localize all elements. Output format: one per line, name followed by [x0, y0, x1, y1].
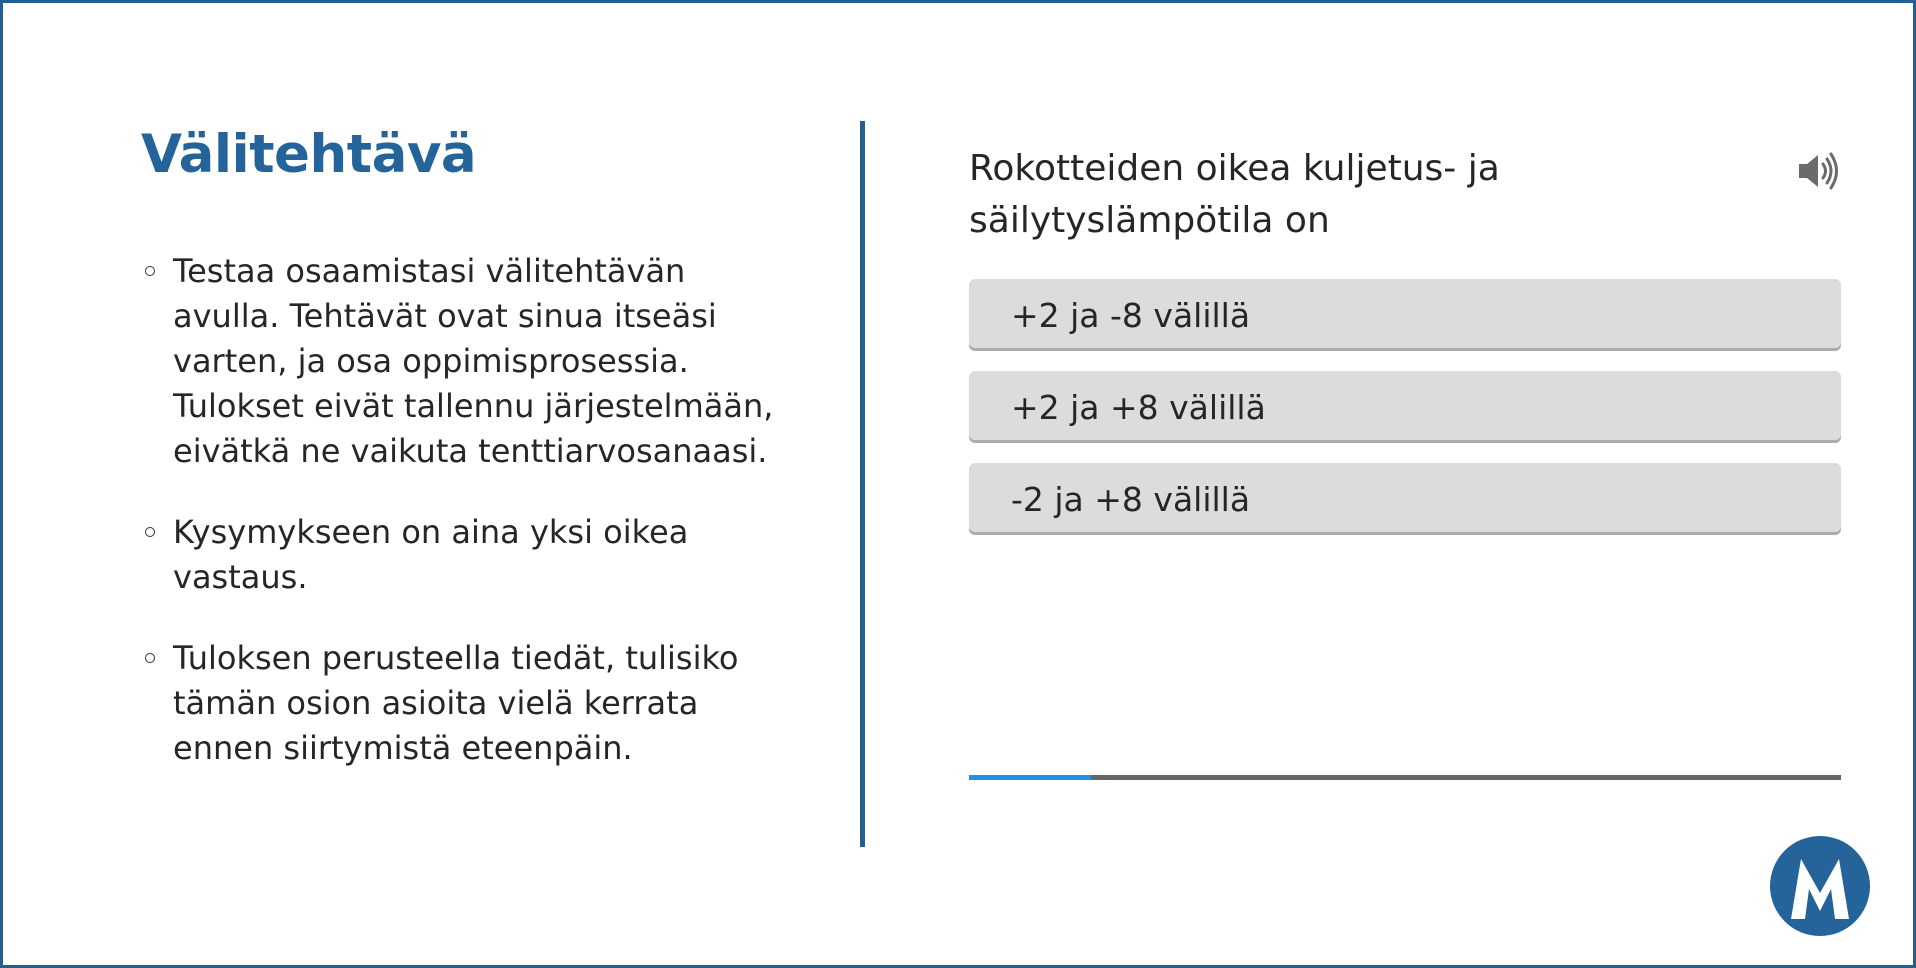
bullet-circle-icon [145, 527, 155, 537]
quiz-panel [969, 143, 1841, 555]
answer-option-label: +2 ja +8 välillä [1011, 387, 1266, 427]
instruction-item [141, 249, 801, 474]
m-logo-icon [1769, 835, 1871, 937]
quiz-progress-bar [969, 775, 1841, 780]
instructions-panel [141, 123, 801, 807]
instruction-text: Tuloksen perusteella tiedät, tulisiko tämän osion asioita vielä kerrata ennen siirtymistä eteenpäin. [173, 638, 739, 767]
question-text: Rokotteiden oikea kuljetus- ja säilytyslämpötila on [969, 148, 1500, 241]
answer-options [969, 279, 1841, 535]
answer-option-label: -2 ja +8 välillä [1011, 479, 1251, 519]
answer-option-2[interactable] [969, 371, 1841, 443]
page-title: Välitehtävä [141, 124, 477, 185]
instruction-text: Kysymykseen on aina yksi oikea vastaus. [173, 512, 689, 596]
answer-option-3[interactable] [969, 463, 1841, 535]
answer-option-1[interactable] [969, 279, 1841, 351]
bullet-circle-icon [145, 266, 155, 276]
instruction-item [141, 636, 801, 771]
instruction-item [141, 510, 801, 600]
vertical-divider [860, 121, 865, 847]
bullet-circle-icon [145, 653, 155, 663]
instruction-list [141, 249, 801, 771]
answer-option-label: +2 ja -8 välillä [1011, 295, 1251, 335]
speaker-icon[interactable] [1795, 149, 1841, 193]
quiz-progress-fill [969, 775, 1091, 780]
instruction-text: Testaa osaamistasi välitehtävän avulla. Tehtävät ovat sinua itseäsi varten, ja osa oppimisprosessia. Tulokset eivät tallennu järjestelmään, eivätkä ne vaikuta tenttiarvosanaasi. [173, 251, 774, 470]
